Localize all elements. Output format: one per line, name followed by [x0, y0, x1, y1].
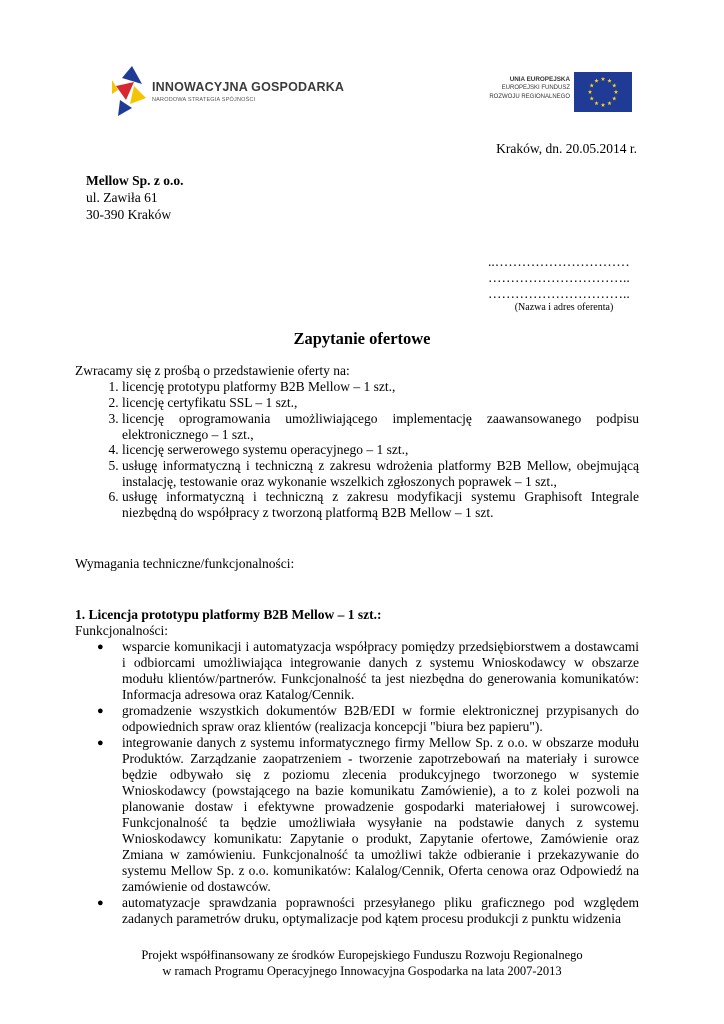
recipient-address: [86, 172, 184, 223]
bullet-text: gromadzenie wszystkich dokumentów B2B/EDI w formie elektronicznej przypisanych do odpowiednich spraw oraz klientów (realizacja koncepcji "biura bez papieru").: [122, 703, 639, 734]
star-logo-icon: [112, 64, 148, 118]
eu-logo: [470, 72, 632, 114]
bullet-icon: ●: [97, 737, 104, 749]
oferent-caption: (Nazwa i adres oferenta): [514, 302, 614, 313]
intro-text: Zwracamy się z prośbą o przedstawienie oferty na:: [75, 363, 350, 378]
bullet-icon: ●: [97, 641, 104, 653]
eu-logo-line1: UNIA EUROPEJSKA: [509, 76, 570, 83]
eu-logo-line3: ROZWOJU REGIONALNEGO: [489, 94, 570, 100]
eu-logo-line2: EUROPEJSKI FUNDUSZ: [501, 85, 570, 91]
list-item: [97, 735, 639, 895]
list-item: [97, 639, 639, 703]
list-item: [97, 703, 639, 735]
logo-left-title: INNOWACYJNA GOSPODARKA: [152, 80, 345, 94]
footer: [0, 947, 724, 979]
bullet-text: integrowanie danych z systemu informatycznego firmy Mellow Sp. z o.o. w obszarze modułu Produktów. Zarządzanie zaopatrzeniem - tworzenie zapotrzebowań na materiały i surowce będzie odbywało się z poziomu zlecenia produkcyjnego tworzonego w systemie Wnioskodawcy (powstającego na bazie komunikatu Zamówienie), a to z kolei pozwoli na planowanie dostaw i efektywne prowadzenie gospodarki materiałowej i surowcowej. Funkcjonalność ta będzie umożliwiała wysyłanie na podstawie danych z systemu Wnioskodawcy komunikatu: Zapytanie o produkt, Zapytanie ofertowe, Zamówienie oraz Zmiana w zamówieniu. Funkcjonalność ta umożliwi także odbieranie i przekazywanie do systemu Mellow Sp. z o.o. komunikatów: Kalalog/Cennik, Oferta cenowa oraz Odpowiedź na zamówienie od dostawców.: [122, 735, 639, 894]
section-1-heading: 1. Licencja prototypu platformy B2B Mellow – 1 szt.:: [75, 607, 382, 622]
bullet-text: automatyzacje sprawdzania poprawności przesyłanego pliku graficznego pod względem zadanych parametrów druku, optymalizacje pod kątem procesu produkcji z punktu widzenia: [122, 895, 639, 926]
bullet-icon: ●: [97, 897, 104, 909]
requirements-heading: Wymagania techniczne/funkcjonalności:: [75, 556, 295, 571]
bullet-icon: ●: [97, 705, 104, 717]
section-1-bullets: [75, 639, 639, 927]
offer-item: 1. licencję prototypu platformy B2B Mellow – 1 szt.,: [122, 379, 639, 395]
offer-item: 3. licencję oprogramowania umożliwiającego implementację zaawansowanego podpisu elektronicznego – 1 szt.,: [122, 411, 639, 442]
offer-item: 5. usługę informatyczną i techniczną z zakresu wdrożenia platformy B2B Mellow, obejmującą instalację, testowanie oraz wykonanie wszelkich zgłoszonych poprawek – 1 szt.,: [122, 458, 639, 489]
document-title: Zapytanie ofertowe: [293, 329, 431, 348]
logo-left-subtitle: NARODOWA STRATEGIA SPÓJNOŚCI: [152, 97, 256, 103]
document-date: Kraków, dn. 20.05.2014 r.: [496, 141, 637, 156]
recipient-name: Mellow Sp. z o.o.: [86, 173, 184, 188]
bullet-text: wsparcie komunikacji i automatyzacja współpracy pomiędzy przedsiębiorstwem a dostawcami i odbiorcami umożliwiająca integrowanie danych z systemu Wnioskodawcy w obszarze modułu klientów/partnerów. Funkcjonalność ta jest niezbędna do generowania komunikatów: Informacja adresowa oraz Katalog/Cennik.: [122, 639, 639, 702]
section-1-subheading: Funkcjonalności:: [75, 623, 168, 638]
offer-item: 4. licencję serwerowego systemu operacyjnego – 1 szt.,: [122, 442, 639, 458]
offer-item: 6. usługę informatyczną i techniczną z zakresu modyfikacji systemu Graphisoft Integrale niezbędną do współpracy z tworzoną platformą B2B Mellow – 1 szt.: [122, 489, 639, 520]
eu-flag-icon: [574, 72, 632, 112]
oferent-placeholder: [488, 254, 640, 314]
offer-item: 2. licencję certyfikatu SSL – 1 szt.,: [122, 395, 639, 411]
footer-line-2: w ramach Programu Operacyjnego Innowacyjna Gospodarka na lata 2007-2013: [162, 964, 562, 978]
offer-list: [75, 379, 639, 520]
eu-logo-text: [489, 75, 570, 102]
oferent-line-3: …………………………..: [488, 286, 630, 301]
footer-line-1: Projekt współfinansowany ze środków Europejskiego Funduszu Rozwoju Regionalnego: [141, 948, 583, 962]
recipient-street: ul. Zawiła 61: [86, 190, 158, 205]
list-item: [97, 895, 639, 927]
oferent-line-1: ..…………………………: [488, 254, 630, 269]
innowacyjna-gospodarka-logo: [112, 64, 345, 118]
oferent-line-2: …………………………..: [488, 270, 630, 285]
recipient-city: 30-390 Kraków: [86, 207, 172, 222]
